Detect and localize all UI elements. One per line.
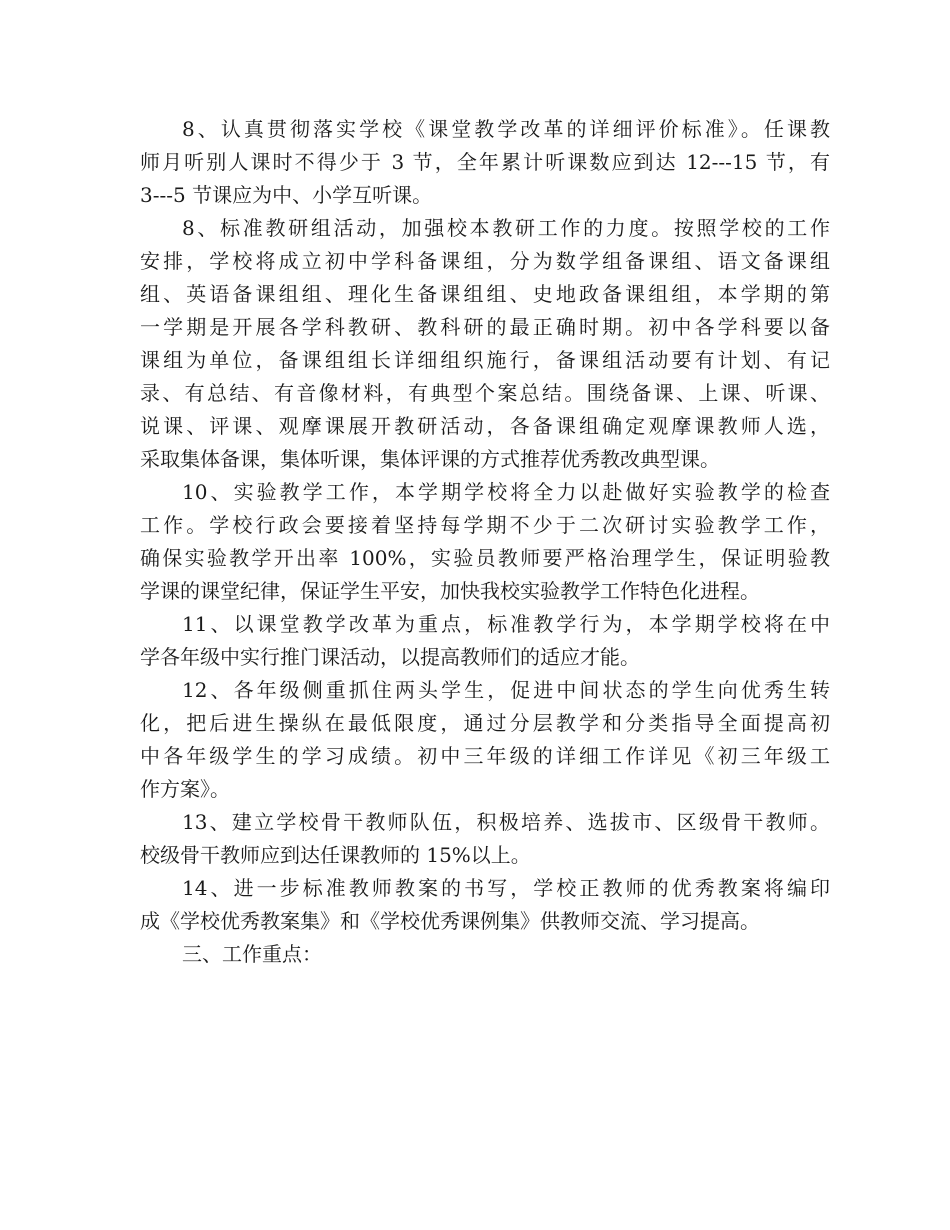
paragraph-line: 成《学校优秀教案集》和《学校优秀课例集》供教师交流、学习提高。: [140, 909, 760, 933]
paragraph-line: 化，把后进生操纵在最低限度，通过分层教学和分类指导全面提高初: [140, 711, 830, 735]
paragraph-line: 14、进一步标准教师教案的书写，学校正教师的优秀教案将编印: [182, 876, 830, 900]
section-heading: 三、工作重点：: [182, 942, 322, 966]
paragraph-line: 13、建立学校骨干教师队伍，积极培养、选拔市、区级骨干教师。: [182, 810, 830, 834]
paragraph-line: 学各年级中实行推门课活动，以提高教师们的适应才能。: [140, 645, 640, 669]
paragraph-line: 组、英语备课组组、理化生备课组组、史地政备课组组，本学期的第: [140, 282, 830, 306]
paragraph-line: 师月听别人课时不得少于 3 节，全年累计听课数应到达 12---15 节，有: [140, 150, 830, 174]
paragraph-line: 8、标准教研组活动，加强校本教研工作的力度。按照学校的工作: [182, 216, 830, 240]
document-body: [140, 113, 830, 971]
paragraph-line: 中各年级学生的学习成绩。初中三年级的详细工作详见《初三年级工: [140, 744, 830, 768]
paragraph-line: 11、以课堂教学改革为重点，标准教学行为，本学期学校将在中: [182, 612, 830, 636]
paragraph-line: 10、实验教学工作，本学期学校将全力以赴做好实验教学的检查: [182, 480, 830, 504]
paragraph-line: 作方案》。: [140, 777, 230, 801]
paragraph-line: 3---5 节课应为中、小学互听课。: [140, 183, 433, 207]
paragraph-line: 一学期是开展各学科教研、教科研的最正确时期。初中各学科要以备: [140, 315, 830, 339]
paragraph-line: 确保实验教学开出率 100%，实验员教师要严格治理学生，保证明验教: [140, 546, 830, 570]
paragraph-line: 课组为单位，备课组组长详细组织施行，备课组活动要有计划、有记: [140, 348, 830, 372]
paragraph-line: 学课的课堂纪律，保证学生平安，加快我校实验教学工作特色化进程。: [140, 579, 760, 603]
paragraph-line: 录、有总结、有音像材料，有典型个案总结。围绕备课、上课、听课、: [140, 381, 830, 405]
paragraph-line: 安排，学校将成立初中学科备课组，分为数学组备课组、语文备课组: [140, 249, 830, 273]
paragraph-line: 校级骨干教师应到达任课教师的 15%以上。: [140, 843, 531, 867]
paragraph-line: 12、各年级侧重抓住两头学生，促进中间状态的学生向优秀生转: [182, 678, 830, 702]
paragraph-line: 说课、评课、观摩课展开教研活动，各备课组确定观摩课教师人选，: [140, 414, 830, 438]
paragraph-line: 采取集体备课，集体听课，集体评课的方式推荐优秀教改典型课。: [140, 447, 720, 471]
paragraph-line: 工作。学校行政会要接着坚持每学期不少于二次研讨实验教学工作，: [140, 513, 830, 537]
paragraph-line: 8、认真贯彻落实学校《课堂教学改革的详细评价标准》。任课教: [182, 117, 830, 141]
